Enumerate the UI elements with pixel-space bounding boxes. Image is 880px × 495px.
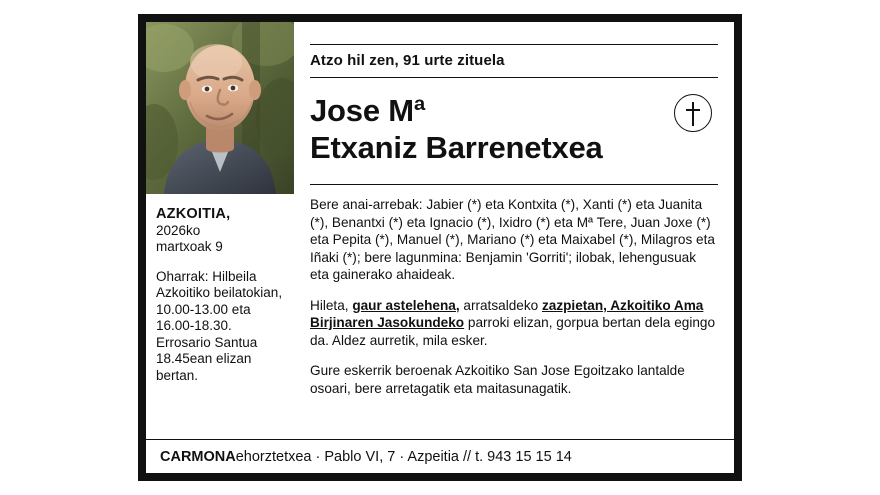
funeral-seg-4: zazpietan, Azkoitiko Ama Birjinaren Jasokundeko xyxy=(310,297,704,330)
portrait-photo xyxy=(146,22,294,194)
funeral-seg-5: parroki elizan, gorpua bertan dela egingo da. Aldez aurretik, mila esker. xyxy=(310,315,716,348)
paragraph-family: Bere anai-arrebak: Jabier (*) eta Kontxita (*), Xanti (*) eta Juanita (*), Benantxi (*) eta Ignacio (*), Ixidro (*) eta Mª Tere, Juan Joxe (*) eta Pepita (*), Manuel (*), Mariano (*) eta Maixabel (*), Milagros eta Iñaki (*); bere lagunmina: Benjamin 'Gorriti'; ilobak, lehengusuak eta gainerako ahaideak. xyxy=(310,197,715,282)
cross-icon xyxy=(674,94,712,132)
kicker-text: Atzo hil zen, 91 urte zituela xyxy=(310,52,505,69)
cross-icon-horizontal xyxy=(686,109,700,111)
year-label: 2026ko xyxy=(156,222,201,238)
left-text-block xyxy=(146,194,294,384)
footer xyxy=(146,439,734,473)
funeral-home-brand: CARMONA xyxy=(160,448,236,465)
left-column xyxy=(146,22,294,439)
right-column xyxy=(294,22,734,439)
paragraph-funeral xyxy=(310,297,718,350)
obituary-card-inner xyxy=(146,22,734,473)
location-label: AZKOITIA, xyxy=(156,206,231,222)
body-text xyxy=(310,185,718,397)
notes-text: Oharrak: Hilbeila Azkoitiko beilatokian, 10.00-13.00 eta 16.00-18.30. Errosario Santua 18.45ean elizan bertan. xyxy=(156,268,283,383)
name-block xyxy=(310,78,718,184)
funeral-home-details: ehorztetxea · Pablo VI, 7 · Azpeitia // t. 943 15 15 14 xyxy=(235,448,572,465)
date-label: martxoak 9 xyxy=(156,239,223,254)
name-line-1: Jose Mª xyxy=(310,93,426,128)
funeral-seg-3: arratsaldeko xyxy=(459,297,542,313)
name-line-2: Etxaniz Barrenetxea xyxy=(310,130,603,165)
paragraph-thanks: Gure eskerrik beroenak Azkoitiko San Jose Egoitzako lantalde osoari, bere arretagatik eta maitasunagatik. xyxy=(310,363,685,396)
funeral-seg-1: Hileta, xyxy=(310,297,353,313)
portrait-photo-image xyxy=(146,22,294,194)
funeral-seg-2: gaur astelehena, xyxy=(352,297,460,313)
cross-icon-vertical xyxy=(692,102,694,126)
obituary-card xyxy=(138,14,742,481)
